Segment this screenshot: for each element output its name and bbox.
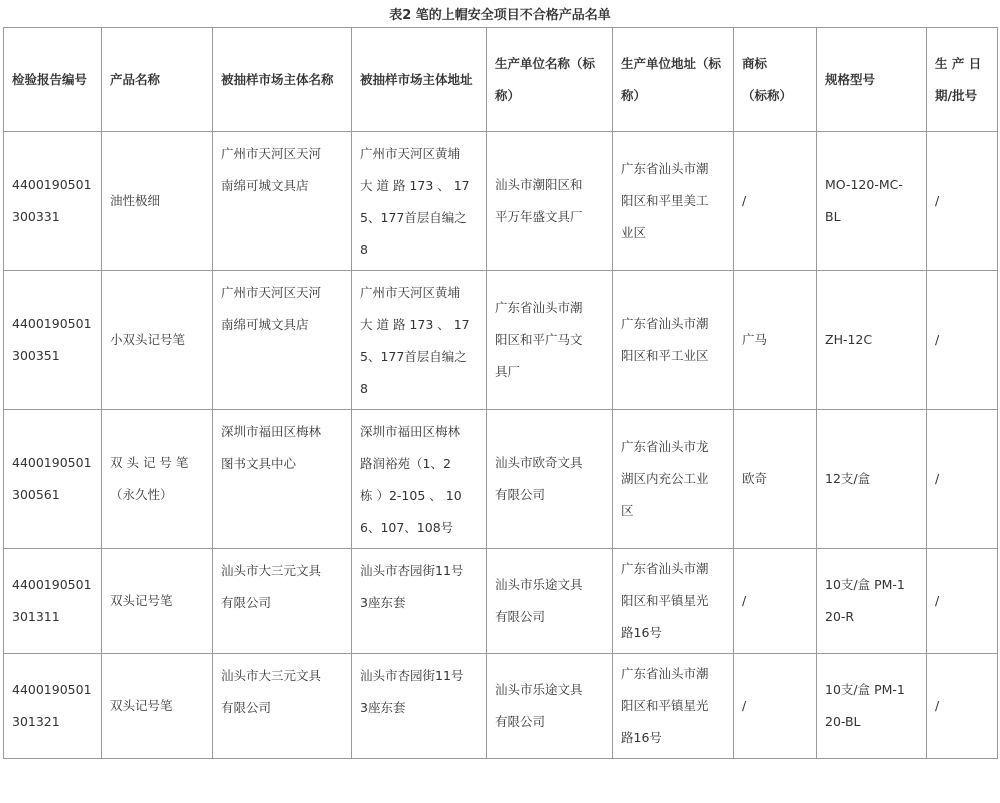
cell-market-addr-line: 栋 ）2-105 、 10 (360, 488, 462, 503)
cell-report-no-line: 4400190501 (12, 577, 92, 592)
cell-maker-addr-line: 阳区和平里美工 (621, 193, 709, 208)
cell-maker-name-line: 汕头市乐途文具 (495, 577, 583, 592)
header-spec-line: 规格型号 (825, 71, 876, 87)
header-maker-name (487, 28, 613, 132)
cell-report-no (4, 132, 102, 271)
cell-maker-addr-line: 广东省汕头市潮 (621, 666, 709, 681)
cell-market-addr-line: 3座东套 (360, 595, 406, 610)
cell-brand-line: 广马 (742, 332, 768, 347)
cell-maker-name-line: 汕头市乐途文具 (495, 682, 583, 697)
cell-maker-addr-line: 阳区和平工业区 (621, 348, 709, 363)
cell-maker-addr-line: 阳区和平镇星光 (621, 593, 709, 608)
cell-spec-line: 10支/盒 PM-1 (825, 682, 905, 697)
table-row (4, 410, 998, 549)
cell-brand (734, 271, 817, 410)
cell-market-addr-line: 广州市天河区黄埔 (360, 146, 461, 161)
cell-product-line: （永久性） (110, 487, 173, 502)
cell-report-no-line: 300561 (12, 487, 60, 502)
cell-maker-name-line: 汕头市潮阳区和 (495, 177, 583, 192)
header-spec (817, 28, 927, 132)
cell-market-name-line: 有限公司 (221, 595, 272, 610)
cell-market-addr-line: 6、107、108号 (360, 520, 454, 535)
table-row (4, 654, 998, 759)
cell-maker-addr-line: 广东省汕头市潮 (621, 161, 709, 176)
cell-market-name-line: 广州市天河区天河 (221, 285, 322, 300)
cell-report-no-line: 4400190501 (12, 316, 92, 331)
header-brand (734, 28, 817, 132)
cell-maker-name-line: 有限公司 (495, 714, 546, 729)
header-maker-addr-line: 生产单位 (621, 55, 672, 71)
header-report-no-line: 检验报告编 (12, 71, 75, 87)
cell-product-line: 小双头记号笔 (110, 332, 186, 347)
cell-market-addr (352, 549, 487, 654)
header-date (927, 28, 998, 132)
cell-market-addr-line: 8 (360, 242, 368, 257)
cell-market-addr-line: 深圳市福田区梅林 (360, 424, 461, 439)
cell-report-no-line: 301321 (12, 714, 60, 729)
cell-report-no-line: 300331 (12, 209, 60, 224)
cell-maker-name-line: 平万年盛文具厂 (495, 209, 583, 224)
cell-report-no (4, 549, 102, 654)
cell-brand-line: 欧奇 (742, 471, 768, 486)
header-product-line: 名称 (135, 71, 161, 87)
cell-market-addr-line: 8 (360, 381, 368, 396)
cell-spec-line: 20-BL (825, 714, 861, 729)
cell-spec-line: ZH-12C (825, 332, 873, 347)
cell-market-addr (352, 271, 487, 410)
cell-product (102, 654, 213, 759)
cell-date (927, 654, 998, 759)
cell-market-name (213, 132, 352, 271)
cell-market-name-line: 有限公司 (221, 700, 272, 715)
cell-spec-line: BL (825, 209, 841, 224)
cell-maker-addr-line: 业区 (621, 225, 647, 240)
cell-brand-line: / (742, 193, 747, 208)
cell-market-addr-line: 广州市天河区黄埔 (360, 285, 461, 300)
cell-date-line: / (935, 471, 940, 486)
cell-brand (734, 132, 817, 271)
cell-date-line: / (935, 193, 940, 208)
cell-maker-addr-line: 路16号 (621, 730, 662, 745)
header-report-no (4, 28, 102, 132)
header-date-line: 期/ (935, 87, 953, 103)
header-maker-addr (613, 28, 734, 132)
cell-maker-name (487, 549, 613, 654)
table-row (4, 549, 998, 654)
cell-spec-line: 10支/盒 PM-1 (825, 577, 905, 592)
cell-report-no-line: 4400190501 (12, 682, 92, 697)
cell-report-no (4, 271, 102, 410)
cell-maker-name-line: 有限公司 (495, 487, 546, 502)
header-market-addr-line: 被抽样市场主体地 (360, 71, 461, 87)
cell-maker-addr-line: 广东省汕头市潮 (621, 561, 709, 576)
cell-maker-name (487, 410, 613, 549)
cell-maker-name-line: 汕头市欧奇文具 (495, 455, 583, 470)
cell-market-name-line: 深圳市福田区梅林 (221, 424, 322, 439)
cell-market-addr-line: 路润裕苑（1、2 (360, 456, 451, 471)
table-row (4, 271, 998, 410)
cell-market-name (213, 410, 352, 549)
cell-maker-addr (613, 654, 734, 759)
cell-report-no-line: 301311 (12, 609, 60, 624)
header-maker-addr-line: （标称） (621, 55, 722, 103)
cell-product (102, 549, 213, 654)
cell-brand (734, 654, 817, 759)
header-product (102, 28, 213, 132)
cell-maker-name (487, 132, 613, 271)
cell-maker-addr-line: 湖区内充公工业 (621, 471, 709, 486)
cell-market-name-line: 南绵可城文具店 (221, 178, 309, 193)
cell-report-no (4, 410, 102, 549)
cell-maker-name (487, 654, 613, 759)
table-title: 表2 笔的上帽安全项目不合格产品名单 (389, 8, 611, 23)
cell-maker-name-line: 具厂 (495, 364, 521, 379)
cell-market-name-line: 汕头市大三元文具 (221, 563, 322, 578)
header-market-addr (352, 28, 487, 132)
cell-report-no-line: 300351 (12, 348, 60, 363)
cell-maker-name-line: 广东省汕头市潮 (495, 300, 583, 315)
header-date-line: 批号 (952, 87, 978, 103)
cell-market-addr-line: 汕头市杏园街11号 (360, 563, 464, 578)
cell-spec (817, 410, 927, 549)
header-market-addr-line: 址 (460, 71, 473, 87)
cell-market-addr-line: 3座东套 (360, 700, 406, 715)
cell-spec (817, 654, 927, 759)
cell-product (102, 271, 213, 410)
cell-product (102, 132, 213, 271)
header-date-line: 生 产 日 (935, 55, 982, 71)
header-product-line: 产品 (110, 71, 136, 87)
cell-report-no-line: 4400190501 (12, 455, 92, 470)
cell-date-line: / (935, 332, 940, 347)
cell-brand (734, 549, 817, 654)
cell-report-no (4, 654, 102, 759)
cell-spec-line: 12支/盒 (825, 471, 871, 486)
cell-date (927, 132, 998, 271)
cell-date-line: / (935, 593, 940, 608)
cell-market-name (213, 271, 352, 410)
cell-market-name-line: 汕头市大三元文具 (221, 668, 322, 683)
cell-product-line: 油性极细 (110, 193, 161, 208)
cell-product-line: 双 头 记 号 笔 (110, 455, 189, 470)
cell-maker-addr-line: 阳区和平镇星光 (621, 698, 709, 713)
cell-brand-line: / (742, 698, 747, 713)
cell-spec (817, 271, 927, 410)
cell-market-name-line: 广州市天河区天河 (221, 146, 322, 161)
cell-maker-name-line: 阳区和平广马文 (495, 332, 583, 347)
cell-maker-addr-line: 路16号 (621, 625, 662, 640)
cell-product-line: 双头记号笔 (110, 593, 173, 608)
cell-maker-addr-line: 广东省汕头市潮 (621, 316, 709, 331)
header-maker-addr-line: 地址 (671, 55, 697, 71)
cell-date-line: / (935, 698, 940, 713)
cell-date (927, 410, 998, 549)
header-brand-line: 商标 (742, 55, 768, 71)
header-market-name (213, 28, 352, 132)
cell-brand-line: / (742, 593, 747, 608)
cell-maker-addr (613, 271, 734, 410)
cell-maker-addr-line: 广东省汕头市龙 (621, 439, 709, 454)
header-market-name-line: 被抽样市场主体名 (221, 71, 322, 87)
cell-product (102, 410, 213, 549)
cell-spec (817, 132, 927, 271)
cell-market-addr-line: 5、177首层自编之 (360, 210, 467, 225)
cell-spec (817, 549, 927, 654)
cell-maker-addr (613, 132, 734, 271)
cell-maker-name (487, 271, 613, 410)
header-brand-line: （标称） (742, 87, 793, 103)
cell-market-addr-line: 大 道 路 173 、 17 (360, 178, 470, 193)
header-maker-name-line: 名称 (545, 55, 571, 71)
header-maker-name-line: 生产单位 (495, 55, 546, 71)
cell-market-addr-line: 汕头市杏园街11号 (360, 668, 464, 683)
cell-market-addr (352, 132, 487, 271)
cell-market-addr (352, 654, 487, 759)
table-row (4, 132, 998, 271)
cell-maker-addr (613, 549, 734, 654)
cell-maker-addr (613, 410, 734, 549)
cell-maker-name-line: 有限公司 (495, 609, 546, 624)
header-market-name-line: 称 (321, 71, 334, 87)
unqualified-products-table (3, 27, 998, 759)
cell-product-line: 双头记号笔 (110, 698, 173, 713)
header-report-no-line: 号 (74, 71, 88, 87)
cell-market-name-line: 南绵可城文具店 (221, 317, 309, 332)
cell-market-addr-line: 大 道 路 173 、 17 (360, 317, 470, 332)
cell-market-addr-line: 5、177首层自编之 (360, 349, 467, 364)
cell-spec-line: MO-120-MC- (825, 177, 903, 192)
cell-market-name-line: 图书文具中心 (221, 456, 297, 471)
header-maker-name-line: （标称） (495, 55, 596, 103)
cell-report-no-line: 4400190501 (12, 177, 92, 192)
cell-brand (734, 410, 817, 549)
cell-spec-line: 20-R (825, 609, 855, 624)
cell-market-addr (352, 410, 487, 549)
cell-market-name (213, 549, 352, 654)
cell-date (927, 549, 998, 654)
cell-maker-addr-line: 区 (621, 503, 634, 518)
cell-date (927, 271, 998, 410)
cell-market-name (213, 654, 352, 759)
header-row (4, 28, 998, 132)
